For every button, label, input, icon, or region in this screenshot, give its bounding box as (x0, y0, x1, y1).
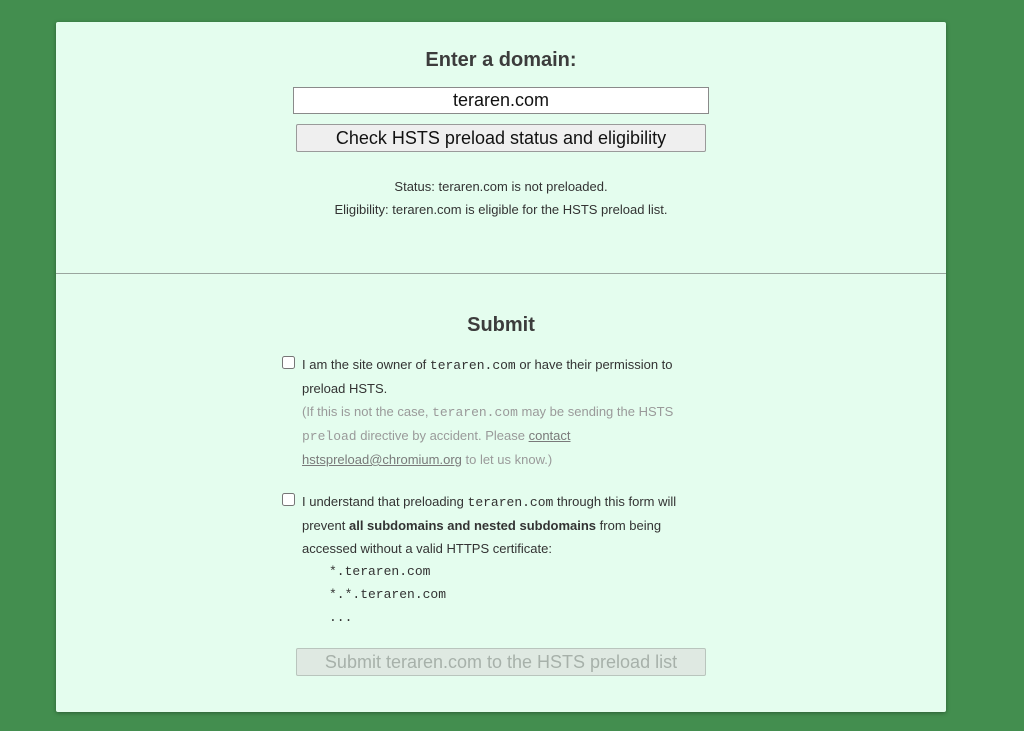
owner-note (302, 400, 702, 471)
subdomain-example: *.*.teraren.com (329, 587, 447, 602)
owner-permission-checkbox[interactable] (282, 356, 295, 369)
domain-input[interactable] (293, 87, 709, 114)
subdomain-example: ... (329, 610, 353, 625)
status-text: Status: teraren.com is not preloaded. (394, 179, 608, 194)
subdomain-examples (302, 560, 702, 629)
subdomains-label (302, 490, 702, 629)
note-directive: preload (302, 429, 357, 444)
subdomains-bold-text: all subdomains and nested subdomains (348, 518, 597, 533)
note-domain: teraren.com (432, 405, 518, 420)
owner-domain: teraren.com (429, 358, 516, 373)
hsts-form-card (56, 22, 946, 712)
contact-link[interactable]: contact hstspreload@chromium.org (302, 428, 571, 467)
submit-preload-button[interactable]: Submit teraren.com to the HSTS preload list (296, 648, 706, 676)
subdomains-text-before: I understand that preloading (302, 494, 468, 509)
note-middle: may be sending the HSTS (517, 404, 674, 419)
submit-heading: Submit (467, 314, 535, 336)
note-before: (If this is not the case, (302, 404, 433, 419)
owner-text-before: I am the site owner of (302, 357, 430, 372)
note-after-directive: directive by accident. Please (356, 428, 529, 443)
owner-permission-label (302, 353, 702, 471)
subdomains-checkbox[interactable] (282, 493, 295, 506)
subdomains-text-after: from being accessed without a valid HTTPS certificate: (302, 518, 662, 556)
eligibility-text: Eligibility: teraren.com is eligible for the HSTS preload list. (334, 202, 668, 217)
check-status-button[interactable]: Check HSTS preload status and eligibility (296, 124, 706, 152)
subdomain-example: *.teraren.com (329, 564, 431, 579)
subdomains-text-middle: through this form will prevent (302, 494, 677, 533)
owner-text-after: or have their permission to preload HSTS. (302, 357, 673, 396)
check-section (56, 22, 946, 274)
note-end: to let us know.) (461, 452, 553, 467)
check-heading: Enter a domain: (425, 49, 577, 71)
subdomains-domain: teraren.com (467, 495, 554, 510)
